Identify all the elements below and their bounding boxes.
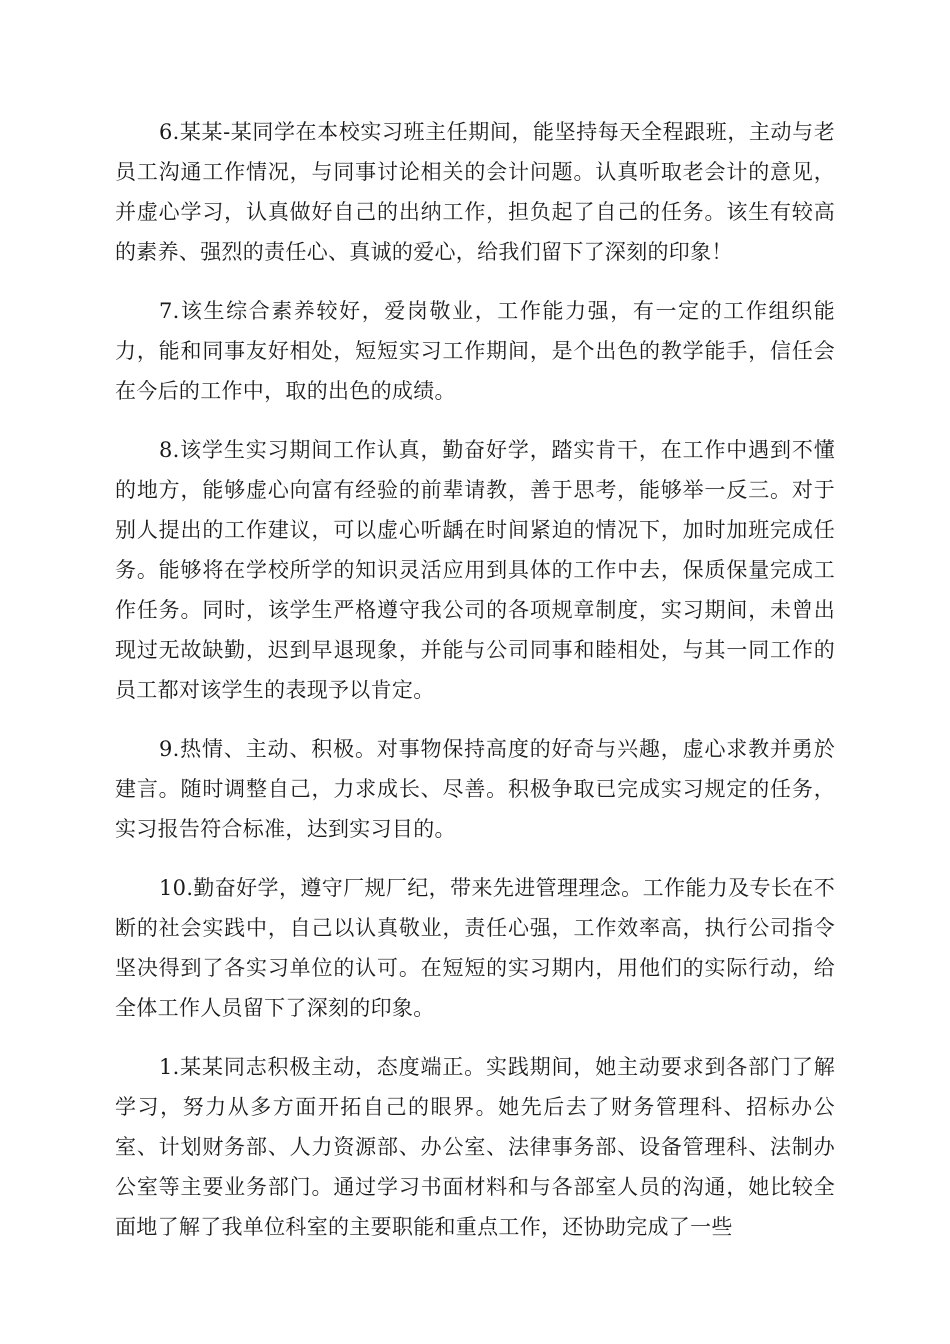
paragraph-7: 7.该生综合素养较好，爱岗敬业，工作能力强，有一定的工作组织能力，能和同事友好相处，短短实习工作期间，是个出色的教学能手，信任会在今后的工作中，取的出色的成绩。 xyxy=(115,299,835,403)
paragraph-10: 10.勤奋好学，遵守厂规厂纪，带来先进管理理念。工作能力及专长在不断的社会实践中，自己以认真敬业，责任心强，工作效率高，执行公司指令坚决得到了各实习单位的认可。在短短的实习期内，用他们的实际行动，给全体工作人员留下了深刻的印象。 xyxy=(115,876,835,1020)
paragraph-6: 6.某某-某同学在本校实习班主任期间，能坚持每天全程跟班，主动与老员工沟通工作情况，与同事讨论相关的会计问题。认真听取老会计的意见，并虚心学习，认真做好自己的出纳工作，担负起了自己的任务。该生有较高的素养、强烈的责任心、真诚的爱心，给我们留下了深刻的印象！ xyxy=(115,120,835,264)
paragraph-9: 9.热情、主动、积极。对事物保持高度的好奇与兴趣，虚心求教并勇於建言。随时调整自己，力求成长、尽善。积极争取已完成实习规定的任务，实习报告符合标准，达到实习目的。 xyxy=(115,737,835,841)
paragraph-1: 1.某某同志积极主动，态度端正。实践期间，她主动要求到各部门了解学习，努力从多方面开拓自己的眼界。她先后去了财务管理科、招标办公室、计划财务部、人力资源部、办公室、法律事务部、设备管理科、法制办公室等主要业务部门。通过学习书面材料和与各部室人员的沟通，她比较全面地了解了我单位科室的主要职能和重点工作，还协助完成了一些 xyxy=(115,1055,835,1239)
document-page xyxy=(115,112,835,1266)
paragraph-8: 8.该学生实习期间工作认真，勤奋好学，踏实肯干，在工作中遇到不懂的地方，能够虚心向富有经验的前辈请教，善于思考，能够举一反三。对于别人提出的工作建议，可以虚心听龋在时间紧迫的情况下，加时加班完成任务。能够将在学校所学的知识灵活应用到具体的工作中去，保质保量完成工作任务。同时，该学生严格遵守我公司的各项规章制度，实习期间，未曾出现过无故缺勤，迟到早退现象，并能与公司同事和睦相处，与其一同工作的员工都对该学生的表现予以肯定。 xyxy=(115,438,835,702)
